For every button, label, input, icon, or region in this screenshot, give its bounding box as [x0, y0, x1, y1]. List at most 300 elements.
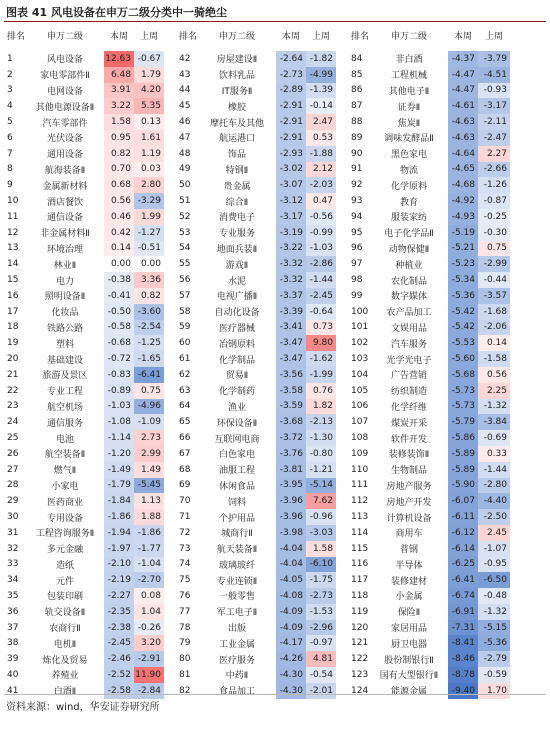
- industry-name-cell: 股份制银行Ⅱ: [384, 655, 434, 666]
- table-row: [4, 193, 164, 209]
- this-week-change-cell: -3.56: [276, 367, 306, 383]
- last-week-change-cell: -0.96: [306, 509, 336, 525]
- last-week-change-cell: -1.09: [134, 414, 164, 430]
- rank-cell: 122: [351, 654, 369, 665]
- rank-cell: 81: [179, 669, 191, 680]
- rank-cell: 68: [179, 464, 191, 475]
- industry-name-cell: 城商行Ⅱ: [221, 529, 253, 540]
- industry-name-cell: 煤炭开采: [390, 418, 427, 429]
- rank-cell: 33: [7, 559, 19, 570]
- table-row: [176, 557, 336, 573]
- last-week-change-cell: 1.13: [134, 493, 164, 509]
- industry-name-cell: 通用设备: [46, 150, 83, 161]
- header-last-week: 上周: [484, 31, 503, 42]
- header-last-week: 上周: [139, 31, 158, 42]
- table-row: [176, 320, 336, 336]
- this-week-change-cell: -8.46: [448, 651, 478, 667]
- rank-cell: 35: [7, 590, 19, 601]
- table-row: [4, 620, 164, 636]
- last-week-change-cell: -2.84: [134, 683, 164, 699]
- table-row: [348, 209, 510, 225]
- industry-name-cell: 一般零售: [218, 592, 255, 603]
- industry-name-cell: 光伏设备: [46, 134, 83, 145]
- rank-cell: 67: [179, 448, 191, 459]
- last-week-change-cell: 0.56: [478, 367, 510, 383]
- rank-cell: 5: [7, 117, 13, 128]
- industry-name-cell: 橡胶: [227, 102, 246, 113]
- industry-name-cell: 黑色家电: [390, 150, 427, 161]
- rank-cell: 120: [351, 622, 369, 633]
- industry-name-cell: 金属新材料: [42, 181, 88, 192]
- table-row: [176, 256, 336, 272]
- this-week-change-cell: -3.32: [276, 256, 306, 272]
- rank-cell: 76: [179, 590, 191, 601]
- industry-name-cell: 航空机场: [46, 402, 83, 413]
- last-week-change-cell: -3.60: [134, 304, 164, 320]
- industry-name-cell: 休闲食品: [218, 481, 255, 492]
- this-week-change-cell: -0.58: [104, 320, 134, 336]
- industry-name-cell: 炼化及贸易: [42, 655, 88, 666]
- industry-name-cell: 包装印刷: [46, 592, 83, 603]
- last-week-change-cell: -1.44: [306, 272, 336, 288]
- header-row: [4, 23, 164, 51]
- table-row: [176, 367, 336, 383]
- this-week-change-cell: 0.56: [104, 193, 134, 209]
- last-week-change-cell: -1.27: [134, 225, 164, 241]
- rank-cell: 69: [179, 480, 191, 491]
- table-row: [4, 98, 164, 114]
- this-week-change-cell: 0.68: [104, 177, 134, 193]
- table-row: [4, 288, 164, 304]
- table-row: [4, 351, 164, 367]
- this-week-change-cell: 0.46: [104, 209, 134, 225]
- industry-name-cell: 塑料: [55, 339, 74, 350]
- last-week-change-cell: -1.53: [306, 604, 336, 620]
- industry-name-cell: 多元金融: [46, 545, 83, 556]
- industry-name-cell: 教育: [399, 197, 418, 208]
- last-week-change-cell: -0.48: [478, 588, 510, 604]
- rank-cell: 77: [179, 606, 191, 617]
- rank-cell: 98: [351, 275, 363, 286]
- industry-name-cell: 白酒Ⅱ: [53, 687, 77, 698]
- rank-cell: 107: [351, 417, 369, 428]
- last-week-change-cell: -0.97: [306, 635, 336, 651]
- this-week-change-cell: -6.25: [448, 557, 478, 573]
- last-week-change-cell: -0.93: [478, 83, 510, 99]
- this-week-change-cell: -0.41: [104, 288, 134, 304]
- this-week-change-cell: -4.63: [448, 130, 478, 146]
- this-week-change-cell: -5.73: [448, 399, 478, 415]
- table-row: [4, 367, 164, 383]
- this-week-change-cell: -1.84: [104, 493, 134, 509]
- this-week-change-cell: 3.91: [104, 83, 134, 99]
- industry-name-cell: 其他电子Ⅱ: [388, 86, 430, 97]
- table-row: [348, 146, 510, 162]
- last-week-change-cell: -3.84: [478, 414, 510, 430]
- last-week-change-cell: -1.77: [134, 541, 164, 557]
- industry-name-cell: 林业Ⅱ: [53, 260, 77, 271]
- this-week-change-cell: -2.91: [276, 130, 306, 146]
- this-week-change-cell: -3.96: [276, 509, 306, 525]
- rank-cell: 63: [179, 385, 191, 396]
- industry-name-cell: 动物保健Ⅱ: [388, 244, 430, 255]
- this-week-change-cell: -5.90: [448, 478, 478, 494]
- rank-cell: 28: [7, 480, 19, 491]
- last-week-change-cell: -3.79: [478, 51, 510, 67]
- industry-name-cell: 燃气Ⅱ: [53, 466, 77, 477]
- rank-cell: 116: [351, 559, 369, 570]
- last-week-change-cell: -3.03: [306, 525, 336, 541]
- last-week-change-cell: 2.80: [134, 177, 164, 193]
- table-row: [348, 130, 510, 146]
- industry-name-cell: 家居用品: [390, 624, 427, 635]
- rank-cell: 94: [351, 211, 363, 222]
- industry-name-cell: 小金属: [395, 592, 423, 603]
- last-week-change-cell: 0.47: [306, 193, 336, 209]
- table-row: [176, 304, 336, 320]
- table-row: [4, 478, 164, 494]
- rank-cell: 87: [351, 101, 363, 112]
- this-week-change-cell: -3.59: [276, 399, 306, 415]
- table-row: [176, 193, 336, 209]
- this-week-change-cell: -2.10: [104, 557, 134, 573]
- table-row: [4, 462, 164, 478]
- table-row: [348, 367, 510, 383]
- industry-name-cell: 汽车服务: [390, 339, 427, 350]
- rank-cell: 50: [179, 180, 191, 191]
- industry-name-cell: 国有大型银行Ⅱ: [379, 671, 439, 682]
- this-week-change-cell: 0.00: [110, 259, 131, 270]
- last-week-change-cell: 0.76: [306, 383, 336, 399]
- rank-cell: 75: [179, 575, 191, 586]
- this-week-change-cell: -2.38: [104, 620, 134, 636]
- rank-cell: 31: [7, 527, 19, 538]
- last-week-change-cell: -1.07: [478, 541, 510, 557]
- this-week-change-cell: -3.39: [276, 304, 306, 320]
- last-week-change-cell: -2.45: [306, 288, 336, 304]
- header-rank: 排名: [179, 31, 198, 42]
- table-row: [176, 114, 336, 130]
- table-row: [176, 383, 336, 399]
- this-week-change-cell: -2.91: [276, 98, 306, 114]
- last-week-change-cell: -1.03: [306, 241, 336, 257]
- last-week-change-cell: -2.01: [306, 683, 336, 699]
- industry-name-cell: 家电零部件Ⅱ: [40, 71, 90, 82]
- this-week-change-cell: -4.09: [276, 604, 306, 620]
- this-week-change-cell: -5.86: [448, 430, 478, 446]
- industry-name-cell: 地面兵装Ⅱ: [216, 244, 258, 255]
- this-week-change-cell: -5.53: [448, 335, 478, 351]
- table-row: [348, 51, 510, 67]
- this-week-change-cell: -2.91: [276, 114, 306, 130]
- last-week-change-cell: 0.75: [478, 241, 510, 257]
- table-row: [4, 588, 164, 604]
- last-week-change-cell: -3.29: [134, 193, 164, 209]
- this-week-change-cell: -3.22: [276, 241, 306, 257]
- table-row: [4, 130, 164, 146]
- industry-name-cell: 化妆品: [51, 308, 79, 319]
- rank-cell: 99: [351, 290, 363, 301]
- rank-cell: 62: [179, 369, 191, 380]
- rank-cell: 20: [7, 354, 19, 365]
- last-week-change-cell: -0.56: [306, 209, 336, 225]
- table-row: [348, 651, 510, 667]
- last-week-change-cell: -2.96: [306, 620, 336, 636]
- this-week-change-cell: -3.12: [276, 193, 306, 209]
- this-week-change-cell: 12.63: [104, 51, 134, 67]
- last-week-change-cell: -0.54: [306, 667, 336, 683]
- this-week-change-cell: -4.37: [448, 51, 478, 67]
- rank-cell: 82: [179, 685, 191, 696]
- industry-name-cell: 数字媒体: [390, 292, 427, 303]
- this-week-change-cell: -5.79: [448, 414, 478, 430]
- industry-name-cell: 贸易Ⅱ: [225, 371, 249, 382]
- this-week-change-cell: -4.30: [276, 667, 306, 683]
- this-week-change-cell: -4.63: [448, 114, 478, 130]
- industry-name-cell: 白色家电: [218, 450, 255, 461]
- header-this-week: 本周: [453, 31, 472, 42]
- last-week-change-cell: -2.50: [478, 509, 510, 525]
- table-row: [176, 399, 336, 415]
- industry-name-cell: 工程机械: [390, 71, 427, 82]
- table-row: [176, 241, 336, 257]
- ranking-tables: [4, 23, 546, 698]
- industry-name-cell: 农化制品: [390, 276, 427, 287]
- table-row: [176, 414, 336, 430]
- this-week-change-cell: -2.73: [276, 67, 306, 83]
- last-week-change-cell: 0.33: [478, 446, 510, 462]
- table-row: [348, 193, 510, 209]
- this-week-change-cell: -6.91: [448, 604, 478, 620]
- this-week-change-cell: -3.19: [276, 225, 306, 241]
- last-week-change-cell: -2.13: [306, 414, 336, 430]
- rank-cell: 56: [179, 275, 191, 286]
- this-week-change-cell: -4.92: [448, 193, 478, 209]
- table-row: [4, 557, 164, 573]
- table-row: [176, 588, 336, 604]
- rank-cell: 64: [179, 401, 191, 412]
- table-row: [176, 209, 336, 225]
- header-name: 申万二级: [46, 31, 83, 42]
- industry-name-cell: 中药Ⅱ: [225, 671, 249, 682]
- last-week-change-cell: -0.59: [478, 667, 510, 683]
- industry-name-cell: 证券Ⅱ: [397, 102, 421, 113]
- table-row: [176, 541, 336, 557]
- this-week-change-cell: -3.37: [276, 288, 306, 304]
- last-week-change-cell: -0.26: [134, 620, 164, 636]
- rank-cell: 43: [179, 69, 191, 80]
- industry-name-cell: 专业工程: [46, 387, 83, 398]
- rank-cell: 53: [179, 227, 191, 238]
- header-rank: 排名: [7, 31, 26, 42]
- this-week-change-cell: -3.72: [276, 430, 306, 446]
- table-row: [176, 509, 336, 525]
- table-row: [348, 620, 510, 636]
- last-week-change-cell: -2.86: [306, 256, 336, 272]
- rank-cell: 119: [351, 606, 369, 617]
- rank-cell: 111: [351, 480, 369, 491]
- table-row: [176, 67, 336, 83]
- rank-cell: 48: [179, 148, 191, 159]
- this-week-change-cell: -2.35: [104, 604, 134, 620]
- industry-name-cell: 生物制品: [390, 466, 427, 477]
- table-row: [4, 177, 164, 193]
- last-week-change-cell: -0.80: [306, 446, 336, 462]
- last-week-change-cell: -1.65: [134, 351, 164, 367]
- rank-cell: 36: [7, 606, 19, 617]
- table-row: [4, 225, 164, 241]
- industry-name-cell: 航海装备Ⅱ: [44, 165, 86, 176]
- header-this-week: 本周: [281, 31, 300, 42]
- this-week-change-cell: -4.47: [448, 67, 478, 83]
- this-week-change-cell: -4.47: [448, 83, 478, 99]
- this-week-change-cell: -2.52: [104, 667, 134, 683]
- table-row: [348, 83, 510, 99]
- rank-cell: 25: [7, 433, 19, 444]
- industry-name-cell: 保险Ⅱ: [397, 608, 421, 619]
- industry-name-cell: 装修装饰Ⅱ: [388, 450, 430, 461]
- industry-name-cell: 房地产开发: [386, 497, 432, 508]
- table-row: [4, 446, 164, 462]
- last-week-change-cell: 2.45: [478, 525, 510, 541]
- this-week-change-cell: -5.42: [448, 320, 478, 336]
- rank-cell: 115: [351, 543, 369, 554]
- rank-cell: 27: [7, 464, 19, 475]
- this-week-change-cell: 3.22: [104, 98, 134, 114]
- rank-cell: 37: [7, 622, 19, 633]
- table-row: [176, 98, 336, 114]
- rank-cell: 118: [351, 590, 369, 601]
- table-row: [348, 383, 510, 399]
- table-row: [348, 430, 510, 446]
- table-row: [4, 272, 164, 288]
- rank-cell: 26: [7, 448, 19, 459]
- last-week-change-cell: -2.80: [478, 478, 510, 494]
- industry-name-cell: 风电设备: [46, 55, 83, 66]
- last-week-change-cell: -4.40: [478, 493, 510, 509]
- table-row: [4, 114, 164, 130]
- ranking-table-3: [348, 23, 510, 699]
- rank-cell: 15: [7, 275, 19, 286]
- this-week-change-cell: -3.81: [276, 462, 306, 478]
- table-row: [348, 478, 510, 494]
- last-week-change-cell: -1.99: [306, 367, 336, 383]
- table-row: [348, 304, 510, 320]
- rank-cell: 12: [7, 227, 19, 238]
- last-week-change-cell: 4.20: [134, 83, 164, 99]
- last-week-change-cell: -2.11: [478, 114, 510, 130]
- rank-cell: 10: [7, 196, 19, 207]
- table-row: [348, 351, 510, 367]
- this-week-change-cell: -4.30: [276, 683, 306, 699]
- table-row: [348, 335, 510, 351]
- rank-cell: 32: [7, 543, 19, 554]
- table-row: [348, 399, 510, 415]
- industry-name-cell: 汽车零部件: [42, 118, 88, 129]
- last-week-change-cell: 1.61: [134, 130, 164, 146]
- last-week-change-cell: -1.86: [134, 525, 164, 541]
- table-row: [176, 130, 336, 146]
- this-week-change-cell: -3.32: [276, 272, 306, 288]
- rank-cell: 7: [7, 148, 13, 159]
- this-week-change-cell: -2.58: [104, 683, 134, 699]
- table-row: [348, 288, 510, 304]
- table-row: [348, 414, 510, 430]
- table-row: [176, 351, 336, 367]
- last-week-change-cell: 2.47: [306, 114, 336, 130]
- this-week-change-cell: -3.47: [276, 335, 306, 351]
- rank-cell: 18: [7, 322, 19, 333]
- industry-name-cell: 工程咨询服务Ⅱ: [35, 529, 95, 540]
- last-week-change-cell: -1.25: [134, 335, 164, 351]
- rank-cell: 54: [179, 243, 191, 254]
- rank-cell: 60: [179, 338, 191, 349]
- table-row: [4, 414, 164, 430]
- rank-cell: 89: [351, 132, 363, 143]
- table-row: [348, 509, 510, 525]
- rank-cell: 97: [351, 259, 363, 270]
- industry-name-cell: 小家电: [51, 481, 79, 492]
- this-week-change-cell: -4.26: [276, 651, 306, 667]
- this-week-change-cell: -5.68: [448, 367, 478, 383]
- this-week-change-cell: -6.14: [448, 541, 478, 557]
- rank-cell: 95: [351, 227, 363, 238]
- rank-cell: 39: [7, 654, 19, 665]
- rank-cell: 74: [179, 559, 191, 570]
- rank-cell: 1: [7, 53, 13, 64]
- this-week-change-cell: -5.21: [448, 241, 478, 257]
- rank-cell: 70: [179, 496, 191, 507]
- this-week-change-cell: -4.68: [448, 177, 478, 193]
- last-week-change-cell: -0.14: [306, 98, 336, 114]
- rank-cell: 123: [351, 669, 369, 680]
- last-week-change-cell: -1.21: [306, 462, 336, 478]
- rank-cell: 38: [7, 638, 19, 649]
- last-week-change-cell: -4.99: [306, 67, 336, 83]
- this-week-change-cell: -5.89: [448, 462, 478, 478]
- last-week-change-cell: 0.53: [306, 130, 336, 146]
- last-week-change-cell: -1.62: [306, 351, 336, 367]
- table-row: [176, 83, 336, 99]
- rank-cell: 121: [351, 638, 369, 649]
- table-row: [176, 651, 336, 667]
- industry-name-cell: 摩托车及其他: [209, 118, 264, 129]
- rank-cell: 16: [7, 290, 19, 301]
- industry-name-cell: 航天装备Ⅱ: [216, 545, 258, 556]
- this-week-change-cell: -6.41: [448, 572, 478, 588]
- table-row: [4, 241, 164, 257]
- this-week-change-cell: -1.94: [104, 525, 134, 541]
- rank-cell: 102: [351, 338, 369, 349]
- rank-cell: 29: [7, 496, 19, 507]
- industry-name-cell: 农商行Ⅱ: [49, 624, 81, 635]
- this-week-change-cell: -0.68: [104, 335, 134, 351]
- this-week-change-cell: -3.95: [276, 478, 306, 494]
- rank-cell: 57: [179, 290, 191, 301]
- last-week-change-cell: -0.30: [478, 225, 510, 241]
- industry-name-cell: 环境治理: [46, 244, 83, 255]
- rank-cell: 101: [351, 322, 369, 333]
- industry-name-cell: 软件开发: [390, 434, 427, 445]
- this-week-change-cell: -4.17: [276, 635, 306, 651]
- this-week-change-cell: -8.41: [448, 635, 478, 651]
- last-week-change-cell: 5.35: [134, 98, 164, 114]
- industry-name-cell: 房地产服务: [386, 481, 432, 492]
- this-week-change-cell: -4.04: [276, 557, 306, 573]
- last-week-change-cell: 0.14: [478, 335, 510, 351]
- industry-name-cell: 综合Ⅱ: [225, 197, 249, 208]
- industry-name-cell: 养殖业: [51, 671, 79, 682]
